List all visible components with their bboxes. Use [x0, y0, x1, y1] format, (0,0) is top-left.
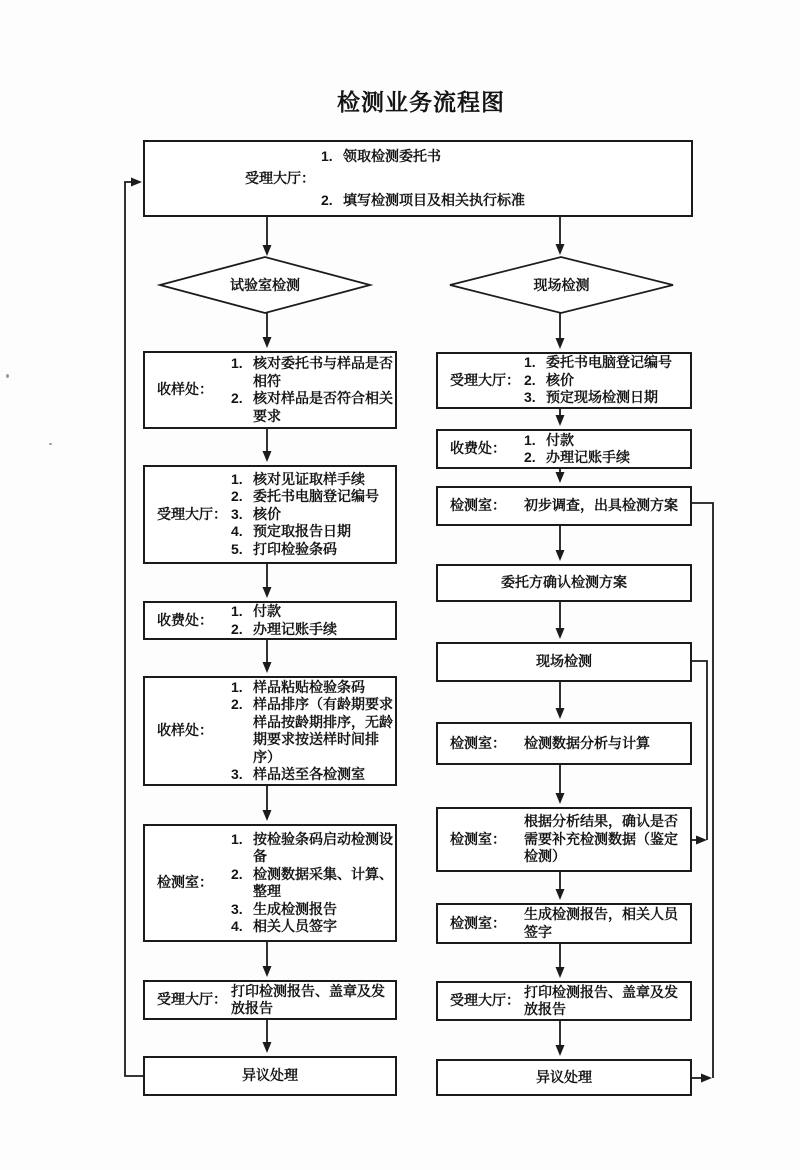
feedback-objection-left-to-start [125, 178, 143, 1077]
node-label: 受理大厅： [450, 992, 520, 1009]
arrow-issue-right-to-objection-right [556, 1021, 565, 1056]
list-item: 2. 检测数据采集、计算、整理 [231, 865, 393, 899]
list-item: 2. 办理记账手续 [524, 449, 630, 465]
node-cashier-left [143, 601, 397, 640]
arrow-supplement-to-report-generation [556, 872, 565, 900]
node-objection-left [143, 1056, 397, 1096]
list-item: 3. 样品送至各检测室 [231, 766, 365, 782]
node-label: 检测室： [157, 874, 213, 891]
node-data-analysis [436, 722, 692, 765]
node-label: 收费处： [450, 440, 506, 457]
node-label: 受理大厅： [157, 991, 227, 1008]
node-text: 打印检测报告、盖章及发放报告 [524, 983, 678, 1017]
list-item: 1. 按检验条码启动检测设备 [231, 830, 393, 864]
arrow-cashier-to-sorting [263, 640, 272, 673]
scan-speck [6, 374, 9, 378]
node-text: 生成检测报告，相关人员签字 [524, 906, 678, 940]
node-text: 委托方确认检测方案 [501, 574, 627, 591]
node-label: 收样处： [157, 381, 213, 398]
list-item: 2. 样品排序（有龄期要求样品按龄期排序，无龄期要求按送样时间排序） [231, 696, 393, 765]
arrow-survey-to-client-confirm [556, 526, 565, 561]
node-items [231, 471, 395, 559]
node-text: 检测数据分析与计算 [524, 734, 650, 751]
list-item: 1. 付款 [231, 603, 281, 619]
node-text: 现场检测 [536, 653, 592, 670]
node-label: 受理大厅： [157, 505, 227, 522]
node-items [524, 432, 690, 467]
list-item: 1. 领取检测委托书 [321, 148, 441, 164]
arrow-onsite-test-to-analysis [556, 682, 565, 719]
node-cashier-right [436, 429, 692, 469]
node-label: 受理大厅： [450, 371, 520, 388]
list-item: 1. 付款 [524, 431, 574, 448]
list-item: 5. 打印检验条码 [231, 540, 337, 557]
list-item: 1. 委托书电脑登记编号 [524, 354, 672, 371]
node-sample-receipt-check [143, 351, 397, 429]
arrow-onsite-decision-to-registration [556, 313, 565, 349]
node-sample-sorting [143, 676, 397, 786]
node-label: 受理大厅： [245, 169, 315, 186]
node-preliminary-survey [436, 486, 692, 526]
node-items [231, 679, 395, 784]
decision-lab-test-label: 试验室检测 [230, 277, 300, 293]
node-label: 收费处： [157, 611, 213, 628]
node-lab-testing-room [143, 824, 397, 942]
node-client-confirm-plan [436, 564, 692, 602]
node-start-reception-hall [143, 140, 693, 217]
list-item: 2. 办理记账手续 [231, 620, 337, 637]
list-item: 2. 填写检测项目及相关执行标准 [321, 191, 525, 208]
list-item: 1. 核对委托书与样品是否相符 [231, 355, 393, 389]
scan-speck [49, 443, 52, 445]
node-items [231, 831, 395, 936]
arrow-sample-check-to-registration [263, 429, 272, 462]
arrow-lab-room-to-report-issue-left [263, 942, 272, 977]
arrow-cashier-to-survey [556, 469, 565, 483]
list-item: 2. 委托书电脑登记编号 [231, 488, 379, 505]
list-item: 4. 相关人员签字 [231, 918, 337, 934]
list-item: 4. 预定取报告日期 [231, 523, 351, 540]
node-items [231, 603, 395, 638]
arrow-registration-to-cashier-right [556, 409, 565, 426]
arrow-sorting-to-lab-room [263, 786, 272, 821]
arrow-report-generation-to-issue-right [556, 944, 565, 978]
arrow-start-to-onsite-decision [556, 217, 565, 255]
arrow-analysis-to-supplement-check [556, 765, 565, 804]
arrow-report-issue-to-objection-left [263, 1020, 272, 1053]
node-label: 检测室： [450, 734, 506, 751]
node-report-issue-right [436, 981, 692, 1021]
node-items [321, 148, 691, 209]
node-onsite-registration [436, 352, 692, 409]
node-text: 初步调查，出具检测方案 [524, 497, 678, 514]
list-item: 2. 核对样品是否符合相关要求 [231, 390, 393, 424]
arrow-registration-to-cashier-left [263, 564, 272, 598]
node-label: 检测室： [450, 497, 506, 514]
page-title: 检测业务流程图 [337, 89, 505, 115]
arrow-start-to-lab-decision [263, 217, 272, 256]
arrow-client-confirm-to-onsite-test [556, 602, 565, 639]
feedback-supplement-to-onsite-test [692, 661, 707, 845]
node-label: 检测室： [450, 830, 506, 847]
node-text: 打印检测报告、盖章及发放报告 [231, 982, 385, 1016]
list-item: 2. 核价 [524, 371, 574, 388]
node-label: 检测室： [450, 914, 506, 931]
list-item: 3. 生成检测报告 [231, 900, 337, 917]
list-item: 3. 预定现场检测日期 [524, 389, 658, 406]
arrow-lab-decision-to-sample-check [263, 313, 272, 348]
node-label: 收样处： [157, 722, 213, 739]
node-reception-registration [143, 465, 397, 564]
node-report-generation [436, 903, 692, 944]
node-supplement-check [436, 807, 692, 872]
node-items [231, 355, 395, 425]
node-report-issue-left [143, 980, 397, 1020]
decision-onsite-test-label: 现场检测 [533, 277, 590, 293]
node-items [524, 354, 690, 407]
node-objection-right [436, 1059, 692, 1096]
node-text: 异议处理 [242, 1067, 298, 1084]
list-item: 1. 样品粘贴检验条码 [231, 678, 365, 695]
list-item: 1. 核对见证取样手续 [231, 470, 365, 487]
node-onsite-testing [436, 642, 692, 682]
node-text: 根据分析结果，确认是否需要补充检测数据（鉴定检测） [524, 813, 678, 865]
list-item: 3. 核价 [231, 505, 281, 522]
feedback-objection-right-to-survey [692, 503, 713, 1083]
node-text: 异议处理 [536, 1068, 592, 1085]
